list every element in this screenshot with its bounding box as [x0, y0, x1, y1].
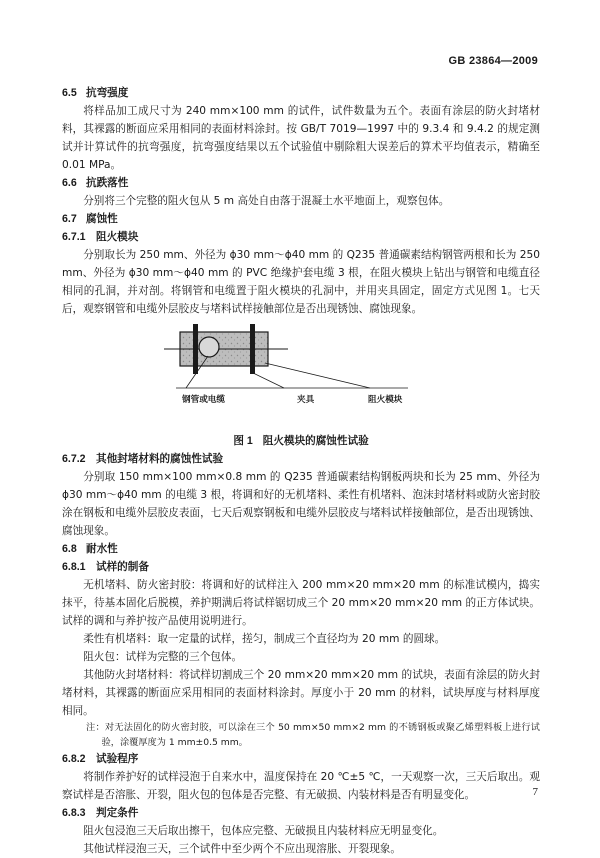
figure-number: 图 1: [233, 435, 253, 447]
label-clamp: 夹具: [297, 395, 315, 405]
section-number: 6.7: [62, 213, 77, 225]
pipe-cable-hole: [199, 337, 219, 357]
figure-caption: [62, 432, 540, 450]
section-title: 试样的制备: [96, 561, 149, 573]
section-heading-6-8-2: [62, 750, 540, 768]
section-title: 阻火模块: [96, 231, 139, 243]
section-title: 试验程序: [96, 753, 139, 765]
section-title: 判定条件: [96, 807, 139, 819]
section-6-8-3-para-1: 阻火包浸泡三天后取出擦干，包体应完整、无破损且内装材料应无明显变化。: [83, 825, 444, 837]
section-number: 6.8.2: [62, 753, 86, 765]
section-heading-6-8-3: [62, 804, 540, 822]
section-6-7-1-body: 分别取长为 250 mm、外径为 ϕ30 mm～ϕ40 mm 的 Q235 普通碳素结构钢管两根和长为 250 mm、外径为 ϕ30 mm～ϕ40 mm 的 PVC 绝缘护套电缆 3 根，在阻火模块上钻出与钢管和电缆直径相同的孔洞，并对剖。将钢管和电缆置于阻火模块的孔洞中，并用夹具固定，固定方式见图 1。七天后，观察钢管和电缆外层胶皮与堵料试样接触部位是否出现锈蚀、腐蚀现象。: [62, 249, 540, 315]
section-number: 6.8: [62, 543, 77, 555]
section-6-8-1-para-4: 其他防火封堵材料：将试样切割成三个 20 mm×20 mm×20 mm 的试块，表面有涂层的防火封堵材料，其裸露的断面应采用相同的表面材料涂封。厚度小于 20 mm 的材料，试块厚度与材料厚度相同。: [62, 669, 540, 717]
section-title: 腐蚀性: [86, 213, 118, 225]
section-6-8-3-para-2: 其他试样浸泡三天，三个试件中至少两个不应出现溶胀、开裂现象。: [83, 843, 401, 855]
clamp-left: [193, 324, 198, 374]
section-heading-6-5: [62, 84, 540, 102]
section-title: 抗弯强度: [86, 87, 129, 99]
section-6-8-2-body: 将制作养护好的试样浸泡于自来水中，温度保持在 20 ℃±5 ℃，一天观察一次，三天后取出。观察试样是否溶胀、开裂，阻火包的包体是否完整、有无破损、内装材料是否有明显变化。: [62, 771, 540, 801]
leader-clamp: [253, 373, 284, 388]
section-title: 抗跌落性: [86, 177, 129, 189]
section-6-8-1-para-2: 柔性有机堵料：取一定量的试样，搓匀，制成三个直径均为 20 mm 的圆球。: [83, 633, 446, 645]
section-number: 6.5: [62, 87, 77, 99]
label-fire-block: 阻火模块: [368, 395, 403, 405]
section-6-6-body: 分别将三个完整的阻火包从 5 m 高处自由落于混凝土水平地面上，观察包体。: [83, 195, 450, 207]
section-6-7-2-body: 分别取 150 mm×100 mm×0.8 mm 的 Q235 普通碳素结构钢板两块和长为 25 mm、外径为 ϕ30 mm～ϕ40 mm 的电缆 3 根，将调和好的无机堵料、柔性有机堵料、泡沫封堵材料或防火密封胶涂在钢板和电缆外层胶皮表面，七天后观察钢板和电缆外层胶皮与堵料试样接触部位，是否出现锈蚀、腐蚀现象。: [62, 471, 540, 537]
section-heading-6-7: [62, 210, 540, 228]
section-6-8-1-para-3: 阻火包：试样为完整的三个包体。: [83, 651, 243, 663]
section-title: 其他封堵材料的腐蚀性试验: [96, 453, 224, 465]
leader-module: [265, 363, 370, 388]
page-number: 7: [532, 786, 538, 798]
section-heading-6-8: [62, 540, 540, 558]
section-number: 6.6: [62, 177, 77, 189]
section-6-8-1-note: 注：对无法固化的防火密封胶，可以涂在三个 50 mm×50 mm×2 mm 的不锈钢板或聚乙烯塑料板上进行试验，涂覆厚度为 1 mm±0.5 mm。: [86, 722, 540, 748]
fire-block-diagram: [62, 318, 540, 430]
page-content: [62, 84, 540, 858]
standard-code: GB 23864—2009: [448, 55, 538, 67]
section-heading-6-8-1: [62, 558, 540, 576]
section-number: 6.7.2: [62, 453, 86, 465]
clamp-right: [250, 324, 255, 374]
section-heading-6-6: [62, 174, 540, 192]
section-title: 耐水性: [86, 543, 118, 555]
figure-1-diagram: [62, 318, 540, 430]
section-heading-6-7-1: [62, 228, 540, 246]
label-pipe-or-cable: 钢管或电缆: [182, 395, 225, 405]
section-6-8-1-para-1: 无机堵料、防火密封胶：将调和好的试样注入 200 mm×20 mm×20 mm 的标准试模内，捣实抹平，待基本固化后脱模，养护期满后将试样锯切成三个 20 mm×20 mm×20 mm 的正方体试块。试样的调和与养护按产品使用说明进行。: [62, 579, 540, 627]
section-number: 6.7.1: [62, 231, 86, 243]
section-6-5-body: 将样品加工成尺寸为 240 mm×100 mm 的试件，试件数量为五个。表面有涂层的防火封堵材料，其裸露的断面应采用相同的表面材料涂封。按 GB/T 7019—1997 中的 9.3.4 和 9.4.2 的规定测试并计算试件的抗弯强度，抗弯强度结果以五个试验值中剔除粗大误差后的算术平均值表示，精确至 0.01 MPa。: [62, 105, 540, 171]
section-heading-6-7-2: [62, 450, 540, 468]
figure-title: 阻火模块的腐蚀性试验: [262, 435, 369, 447]
section-number: 6.8.1: [62, 561, 86, 573]
section-number: 6.8.3: [62, 807, 86, 819]
